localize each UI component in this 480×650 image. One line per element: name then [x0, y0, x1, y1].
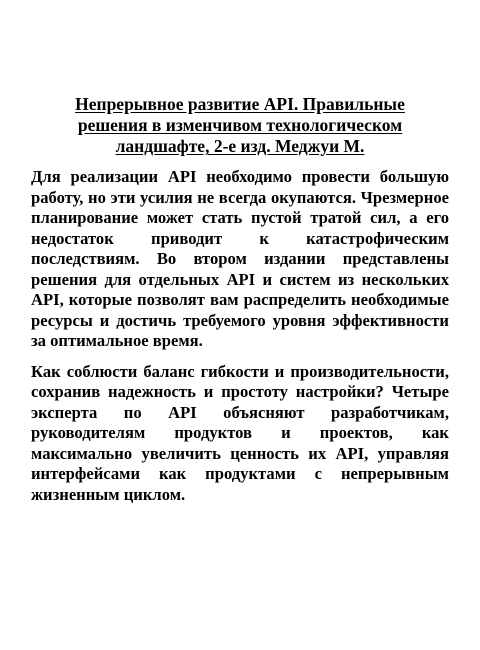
title-line-1: Непрерывное развитие API. Правильные [75, 94, 405, 114]
title-line-2: решения в изменчивом технологическом [77, 115, 403, 135]
description-paragraph-1: Для реализации API необходимо провести большую работу, но эти усилия не всегда окупаются. Чрезмерное планирование может стать пустой тратой сил, а его недостаток приводит к катастрофическим последствиям. Во втором издании представлены решения для отдельных API и систем из нескольких API, которые позволят вам распределить необходимые ресурсы и достичь требуемого уровня эффективности за оптимальное время. [31, 167, 449, 350]
description-paragraph-2: Как соблюсти баланс гибкости и производительности, сохранив надежность и простоту настройки? Четыре эксперта по API объясняют разработчикам, руководителям продуктов и проектов, как максимально увеличить ценность их API, управляя интерфейсами как продуктами с непрерывным жизненным циклом. [31, 361, 449, 504]
document-title [31, 94, 449, 157]
title-line-3: ландшафте, 2-е изд. Меджуи М. [115, 136, 365, 156]
